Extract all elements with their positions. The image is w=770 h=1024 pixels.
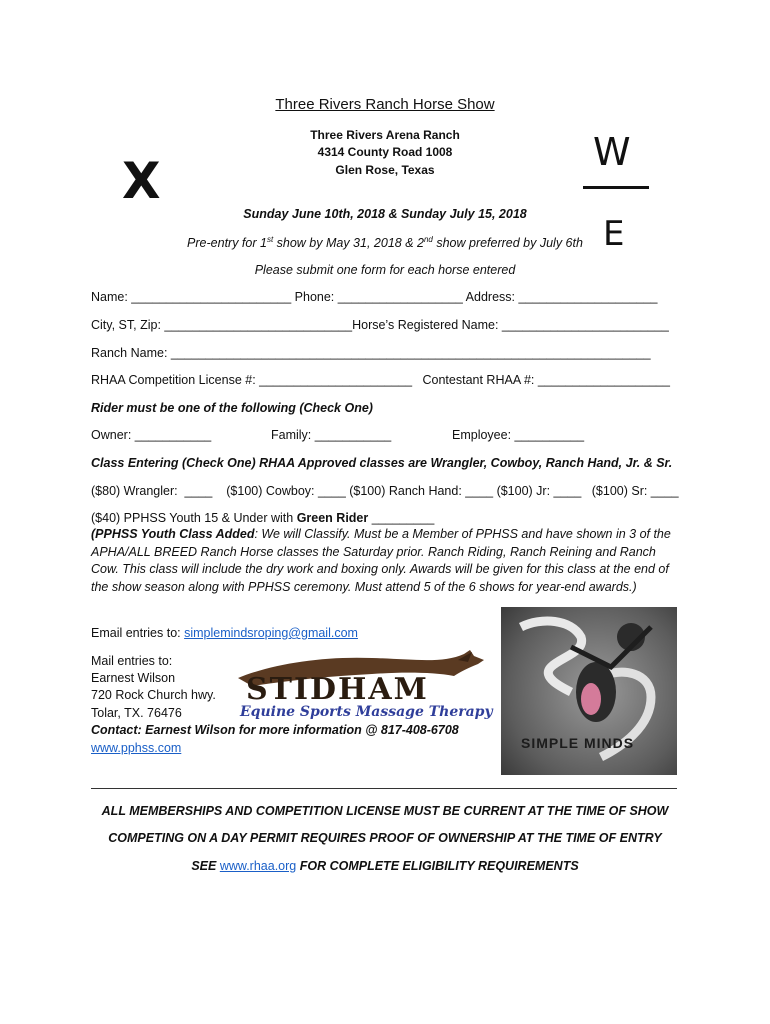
preentry-sup: st [266,235,274,244]
class-heading: Class Entering (Check One) RHAA Approved classes are Wrangler, Cowboy, Ranch Hand, Jr. & Sr. [91,456,673,470]
show-dates: Sunday June 10th, 2018 & Sunday July 15, 2018 [243,207,527,221]
divider [91,788,677,789]
mail-label: Mail entries to: [91,654,173,668]
email-link[interactable]: simplemindsroping@gmail.com [184,626,358,640]
email-line [91,626,358,640]
footer-membership: ALL MEMBERSHIPS AND COMPETITION LICENSE MUST BE CURRENT AT THE TIME OF SHOW [101,804,669,818]
email-label: Email entries to: [91,626,185,640]
venue-city: Glen Rose, Texas [335,163,435,177]
added-bold: (PPHSS Youth Class Added [91,527,255,541]
simple-minds-text: SIMPLE MINDS [521,735,635,751]
brand-e-mark: E [603,214,625,254]
youth-blank: _________ [368,511,435,525]
preentry-sup: nd [423,235,433,244]
contact-line: Contact: Earnest Wilson for more information @ 817-408-6708 [91,723,459,737]
youth-class-line[interactable] [91,511,434,525]
sponsor-name: STIDHAM [246,672,429,707]
submit-note: Please submit one form for each horse entered [254,263,516,277]
brand-w-mark: W [593,130,631,174]
preentry-part: Pre-entry for 1 [187,236,267,251]
mail-city: Tolar, TX. 76476 [91,706,182,720]
rider-family-field[interactable]: Family: ___________ [271,428,392,442]
sponsor-tagline: Equine Sports Massage Therapy [240,704,493,720]
rhaa-link[interactable]: www.rhaa.org [219,859,297,873]
footer-see: SEE [191,859,220,873]
added-text: : We will Classify. Must be a Member of PPHSS and have shown in 3 of the APHA/ALL BREED Ranch Horse classes the Saturday prior. Ranch Riding, Ranch Reining and Ranch Cow. This class will include the dry work and boxing only. Awards will be given for this class at the end of the show season along with PPHSS ceremony. Must attend 5 of the 6 shows for year-end awards.) [91,527,671,594]
city-horse-field[interactable]: City, ST, Zip: ___________________________Horse’s Registered Name: ________________________ [91,318,669,332]
mail-name: Earnest Wilson [91,671,176,685]
rider-employee-field[interactable]: Employee: __________ [452,428,585,442]
ranch-name-field[interactable]: Ranch Name: _____________________________________________________________________ [91,346,651,360]
website-link[interactable]: www.pphss.com [91,741,182,755]
green-rider-label: Green Rider [296,511,369,525]
footer-permit: COMPETING ON A DAY PERMIT REQUIRES PROOF OF OWNERSHIP AT THE TIME OF ENTRY [108,831,662,845]
youth-class-description [91,526,681,596]
footer-eligibility [0,859,770,873]
page-title: Three Rivers Ranch Horse Show [275,96,495,113]
brand-bar [583,186,649,189]
brand-x-mark: X [122,152,161,210]
mail-street: 720 Rock Church hwy. [91,688,216,702]
license-field[interactable]: RHAA Competition License #: ______________________ Contestant RHAA #: ___________________ [91,373,670,387]
simple-minds-logo [501,607,677,775]
preentry-part: show by May 31, 2018 & 2 [273,236,424,251]
rider-owner-field[interactable]: Owner: ___________ [91,428,212,442]
footer-rest: FOR COMPLETE ELIGIBILITY REQUIREMENTS [296,859,579,873]
class-options[interactable]: ($80) Wrangler: ____ ($100) Cowboy: ____ ($100) Ranch Hand: ____ ($100) Jr: ____ ($100) Sr: ____ [91,484,679,498]
preentry-part: show preferred by July 6th [432,236,583,251]
rider-heading: Rider must be one of the following (Check One) [91,401,373,415]
venue-name: Three Rivers Arena Ranch [310,128,460,142]
youth-text: ($40) PPHSS Youth 15 & Under with [91,511,297,525]
venue-address: 4314 County Road 1008 [317,145,453,159]
stidham-logo [232,646,493,726]
name-phone-address-field[interactable]: Name: _______________________ Phone: __________________ Address: ____________________ [91,290,658,304]
preentry-note [0,235,770,250]
